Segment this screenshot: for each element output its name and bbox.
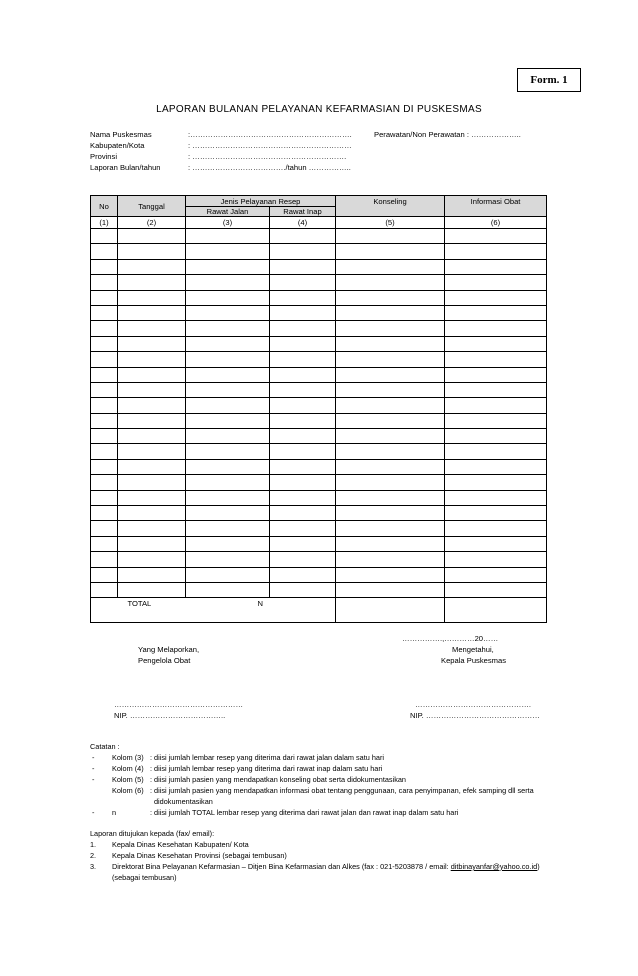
table-row	[91, 382, 547, 397]
table-cell[interactable]	[118, 475, 186, 490]
table-cell[interactable]	[91, 490, 118, 505]
table-row	[91, 490, 547, 505]
table-cell[interactable]	[270, 490, 336, 505]
table-cell[interactable]	[336, 352, 445, 367]
header-no: No	[91, 196, 118, 217]
table-cell[interactable]	[118, 582, 186, 597]
table-cell[interactable]	[118, 521, 186, 536]
note-key-3: Kolom (5)	[112, 775, 144, 784]
table-cell[interactable]	[91, 229, 118, 244]
table-cell[interactable]	[118, 398, 186, 413]
table-cell[interactable]	[445, 413, 547, 428]
total-cell	[118, 598, 336, 623]
table-cell[interactable]	[91, 367, 118, 382]
table-cell[interactable]	[445, 290, 547, 305]
table-cell[interactable]	[270, 444, 336, 459]
addressee-num-1: 1.	[90, 840, 97, 849]
table-cell[interactable]	[91, 536, 118, 551]
table-cell[interactable]	[336, 444, 445, 459]
table-cell[interactable]	[91, 352, 118, 367]
table-cell[interactable]	[186, 244, 270, 259]
note-key-2: Kolom (4)	[112, 764, 144, 773]
table-row	[91, 336, 547, 351]
table-cell[interactable]	[91, 321, 118, 336]
table-cell[interactable]	[91, 552, 118, 567]
table-cell[interactable]	[91, 567, 118, 582]
header-jenis-pelayanan: Jenis Pelayanan Resep	[186, 196, 336, 207]
table-cell[interactable]	[336, 275, 445, 290]
header-konseling: Konseling	[336, 196, 445, 217]
table-cell[interactable]	[445, 475, 547, 490]
table-cell[interactable]	[186, 382, 270, 397]
table-cell[interactable]	[91, 244, 118, 259]
table-cell[interactable]	[445, 244, 547, 259]
table-cell[interactable]	[336, 305, 445, 320]
page-title: LAPORAN BULANAN PELAYANAN KEFARMASIAN DI PUSKESMAS	[156, 104, 482, 115]
table-cell[interactable]	[270, 398, 336, 413]
table-row	[91, 398, 547, 413]
table-cell[interactable]	[270, 582, 336, 597]
table-cell[interactable]	[91, 429, 118, 444]
table-total-row	[91, 598, 547, 623]
table-cell[interactable]	[186, 275, 270, 290]
table-row	[91, 521, 547, 536]
table-cell[interactable]	[336, 567, 445, 582]
addressee-num-2: 2.	[90, 851, 97, 860]
addressee-text-2: Kepala Dinas Kesehatan Provinsi (sebagai tembusan)	[112, 851, 287, 860]
table-row	[91, 475, 547, 490]
left-sig-line1: Yang Melaporkan,	[138, 645, 200, 654]
info-label-laporan: Laporan Bulan/tahun	[90, 163, 161, 172]
table-cell[interactable]	[445, 336, 547, 351]
table-cell[interactable]	[445, 552, 547, 567]
table-cell[interactable]	[270, 229, 336, 244]
date-line: …………….,…………20……	[402, 634, 499, 643]
email-link[interactable]: ditbinayanfar@yahoo.co.id	[450, 862, 538, 871]
report-table	[90, 195, 547, 623]
table-cell[interactable]	[336, 459, 445, 474]
table-cell[interactable]	[186, 290, 270, 305]
table-cell[interactable]	[336, 382, 445, 397]
note-bullet-2: -	[92, 764, 95, 773]
table-cell[interactable]	[445, 444, 547, 459]
table-cell[interactable]	[118, 290, 186, 305]
table-cell[interactable]	[91, 382, 118, 397]
note-key-4: Kolom (6)	[112, 786, 144, 795]
table-row	[91, 429, 547, 444]
note-text-1: : diisi jumlah lembar resep yang diterima dari rawat jalan dalam satu hari	[150, 753, 385, 762]
table-cell[interactable]	[186, 229, 270, 244]
table-cell[interactable]	[186, 521, 270, 536]
table-cell[interactable]	[445, 490, 547, 505]
table-row	[91, 290, 547, 305]
table-cell[interactable]	[445, 429, 547, 444]
table-cell[interactable]	[270, 305, 336, 320]
table-cell[interactable]	[445, 582, 547, 597]
addressee-line-3	[112, 862, 540, 873]
table-cell[interactable]	[186, 552, 270, 567]
table-cell[interactable]	[186, 305, 270, 320]
table-row	[91, 459, 547, 474]
table-cell[interactable]	[186, 429, 270, 444]
table-cell[interactable]	[445, 382, 547, 397]
table-cell[interactable]	[270, 552, 336, 567]
table-cell[interactable]	[186, 506, 270, 521]
note-text-5: didokumentasikan	[154, 797, 213, 806]
right-sig-line2: Kepala Puskesmas	[441, 656, 507, 665]
table-cell[interactable]	[336, 229, 445, 244]
table-cell[interactable]	[270, 244, 336, 259]
num-col-5: (5)	[336, 217, 445, 229]
table-cell[interactable]	[118, 259, 186, 274]
table-cell[interactable]	[186, 567, 270, 582]
table-cell[interactable]	[270, 567, 336, 582]
left-sig-nip: NIP. ………………………………..	[114, 711, 226, 720]
table-cell[interactable]	[118, 336, 186, 351]
total-konseling-cell[interactable]	[336, 598, 445, 623]
table-cell[interactable]	[270, 259, 336, 274]
left-sig-line2: Pengelola Obat	[138, 656, 191, 665]
table-cell[interactable]	[118, 459, 186, 474]
table-cell[interactable]	[445, 352, 547, 367]
table-cell[interactable]	[336, 475, 445, 490]
table-cell[interactable]	[270, 429, 336, 444]
table-cell[interactable]	[91, 336, 118, 351]
table-cell[interactable]	[270, 475, 336, 490]
num-col-6: (6)	[445, 217, 547, 229]
table-cell[interactable]	[118, 444, 186, 459]
info-label-kabupaten: Kabupaten/Kota	[90, 141, 145, 150]
table-cell[interactable]	[336, 506, 445, 521]
table-cell[interactable]	[91, 305, 118, 320]
info-perawatan: Perawatan/Non Perawatan : ………………..	[374, 130, 521, 139]
table-row	[91, 413, 547, 428]
table-cell[interactable]	[186, 413, 270, 428]
table-cell[interactable]	[118, 413, 186, 428]
table-row	[91, 244, 547, 259]
table-cell[interactable]	[91, 582, 118, 597]
addressee-text-3: Direktorat Bina Pelayanan Kefarmasian – Ditjen Bina Kefarmasian dan Alkes (fax : 021-5203878 / email:	[112, 862, 451, 871]
table-cell[interactable]	[270, 521, 336, 536]
table-cell[interactable]	[270, 459, 336, 474]
note-text-2: : diisi jumlah lembar resep yang diterima dari rawat inap dalam satu hari	[150, 764, 383, 773]
total-no-cell	[91, 598, 118, 623]
table-cell[interactable]	[336, 536, 445, 551]
table-cell[interactable]	[118, 490, 186, 505]
table-cell[interactable]	[118, 382, 186, 397]
table-cell[interactable]	[445, 367, 547, 382]
table-row	[91, 275, 547, 290]
table-cell[interactable]	[336, 521, 445, 536]
table-cell[interactable]	[445, 521, 547, 536]
table-cell[interactable]	[186, 398, 270, 413]
right-sig-nip: NIP. ………………………………………	[410, 711, 540, 720]
table-cell[interactable]	[91, 290, 118, 305]
info-value-nama: :……………………………………………………….	[188, 130, 352, 139]
form-label-box	[517, 68, 581, 92]
num-col-4: (4)	[270, 217, 336, 229]
right-sig-line1: Mengetahui,	[452, 645, 494, 654]
table-cell[interactable]	[91, 398, 118, 413]
table-cell[interactable]	[91, 259, 118, 274]
note-bullet-1: -	[92, 753, 95, 762]
table-cell[interactable]	[186, 490, 270, 505]
header-informasi-obat: Informasi Obat	[445, 196, 547, 217]
table-row	[91, 305, 547, 320]
table-cell[interactable]	[186, 444, 270, 459]
table-cell[interactable]	[186, 367, 270, 382]
table-cell[interactable]	[91, 275, 118, 290]
note-bullet-3: -	[92, 775, 95, 784]
table-cell[interactable]	[270, 321, 336, 336]
table-cell[interactable]	[118, 321, 186, 336]
table-row	[91, 552, 547, 567]
table-cell[interactable]	[336, 413, 445, 428]
left-sig-dots: ……………………………………………	[114, 700, 244, 709]
table-cell[interactable]	[118, 367, 186, 382]
table-cell[interactable]	[186, 259, 270, 274]
addressee-close-paren: )	[537, 862, 540, 871]
table-header-row-1	[91, 196, 547, 207]
table-cell[interactable]	[270, 506, 336, 521]
table-cell[interactable]	[336, 336, 445, 351]
table-cell[interactable]	[445, 275, 547, 290]
table-cell[interactable]	[270, 290, 336, 305]
table-row	[91, 567, 547, 582]
table-cell[interactable]	[118, 506, 186, 521]
table-cell[interactable]	[186, 475, 270, 490]
table-row	[91, 506, 547, 521]
table-number-row	[91, 217, 547, 229]
header-rawat-jalan: Rawat Jalan	[186, 207, 270, 217]
table-cell[interactable]	[118, 352, 186, 367]
table-cell[interactable]	[270, 275, 336, 290]
table-cell[interactable]	[118, 229, 186, 244]
table-cell[interactable]	[445, 536, 547, 551]
table-cell[interactable]	[118, 275, 186, 290]
info-value-kabupaten: : ………………………………………………………	[188, 141, 352, 150]
total-informasi-cell[interactable]	[445, 598, 547, 623]
header-tanggal: Tanggal	[118, 196, 186, 217]
table-cell[interactable]	[445, 259, 547, 274]
table-row	[91, 536, 547, 551]
table-cell[interactable]	[118, 552, 186, 567]
table-cell[interactable]	[270, 536, 336, 551]
table-cell[interactable]	[336, 367, 445, 382]
total-n: N	[257, 599, 263, 609]
addressee-text-1: Kepala Dinas Kesehatan Kabupaten/ Kota	[112, 840, 249, 849]
table-cell[interactable]	[270, 382, 336, 397]
table-cell[interactable]	[336, 290, 445, 305]
table-cell[interactable]	[336, 321, 445, 336]
table-cell[interactable]	[445, 459, 547, 474]
total-label: TOTAL	[127, 599, 152, 609]
table-cell[interactable]	[186, 352, 270, 367]
table-row	[91, 259, 547, 274]
table-cell[interactable]	[91, 475, 118, 490]
table-cell[interactable]	[186, 536, 270, 551]
table-cell[interactable]	[118, 536, 186, 551]
notes-heading: Catatan :	[90, 742, 120, 751]
table-row	[91, 352, 547, 367]
table-row	[91, 321, 547, 336]
num-col-3: (3)	[186, 217, 270, 229]
note-bullet-6: -	[92, 808, 95, 817]
table-row	[91, 444, 547, 459]
info-label-provinsi: Provinsi	[90, 152, 118, 161]
info-label-nama: Nama Puskesmas	[90, 130, 152, 139]
table-cell[interactable]	[118, 567, 186, 582]
right-sig-dots: ……………………………………….	[415, 700, 532, 709]
table-cell[interactable]	[445, 506, 547, 521]
table-cell[interactable]	[186, 321, 270, 336]
table-cell[interactable]	[445, 305, 547, 320]
table-cell[interactable]	[91, 506, 118, 521]
table-row	[91, 582, 547, 597]
table-cell[interactable]	[186, 582, 270, 597]
note-text-6: : diisi jumlah TOTAL lembar resep yang diterima dari rawat jalan dan rawat inap dalam satu hari	[150, 808, 459, 817]
table-cell[interactable]	[445, 229, 547, 244]
table-cell[interactable]	[336, 582, 445, 597]
note-text-3: : diisi jumlah pasien yang mendapatkan konseling obat serta didokumentasikan	[150, 775, 406, 784]
table-cell[interactable]	[91, 413, 118, 428]
num-col-1: (1)	[91, 217, 118, 229]
table-cell[interactable]	[336, 244, 445, 259]
table-cell[interactable]	[445, 321, 547, 336]
form-label: Form. 1	[530, 74, 568, 86]
note-key-1: Kolom (3)	[112, 753, 144, 762]
table-cell[interactable]	[270, 352, 336, 367]
table-cell[interactable]	[270, 413, 336, 428]
table-cell[interactable]	[186, 336, 270, 351]
header-rawat-inap: Rawat Inap	[270, 207, 336, 217]
table-cell[interactable]	[270, 367, 336, 382]
num-col-2: (2)	[118, 217, 186, 229]
table-row	[91, 229, 547, 244]
table-cell[interactable]	[445, 398, 547, 413]
table-cell[interactable]	[91, 444, 118, 459]
table-cell[interactable]	[118, 305, 186, 320]
note-key-6: n	[112, 808, 117, 817]
table-cell[interactable]	[270, 336, 336, 351]
table-cell[interactable]	[336, 429, 445, 444]
table-cell[interactable]	[118, 429, 186, 444]
table-cell[interactable]	[91, 521, 118, 536]
addressees-heading: Laporan ditujukan kepada (fax/ email):	[90, 829, 215, 838]
table-cell[interactable]	[91, 459, 118, 474]
table-cell[interactable]	[186, 459, 270, 474]
table-cell[interactable]	[445, 567, 547, 582]
info-value-laporan: : ………………………………./tahun ……………..	[188, 163, 351, 172]
note-text-4: : diisi jumlah pasien yang mendapatkan informasi obat tentang penggunaan, cara penyimpanan, efek samping dll serta	[150, 786, 534, 795]
table-cell[interactable]	[336, 398, 445, 413]
table-cell[interactable]	[118, 244, 186, 259]
table-cell[interactable]	[336, 259, 445, 274]
addressee-text-3-tail: (sebagai tembusan)	[112, 873, 177, 882]
info-value-provinsi: : …………………………………………………….	[188, 152, 347, 161]
table-row	[91, 367, 547, 382]
addressee-num-3: 3.	[90, 862, 97, 871]
table-cell[interactable]	[336, 552, 445, 567]
table-cell[interactable]	[336, 490, 445, 505]
